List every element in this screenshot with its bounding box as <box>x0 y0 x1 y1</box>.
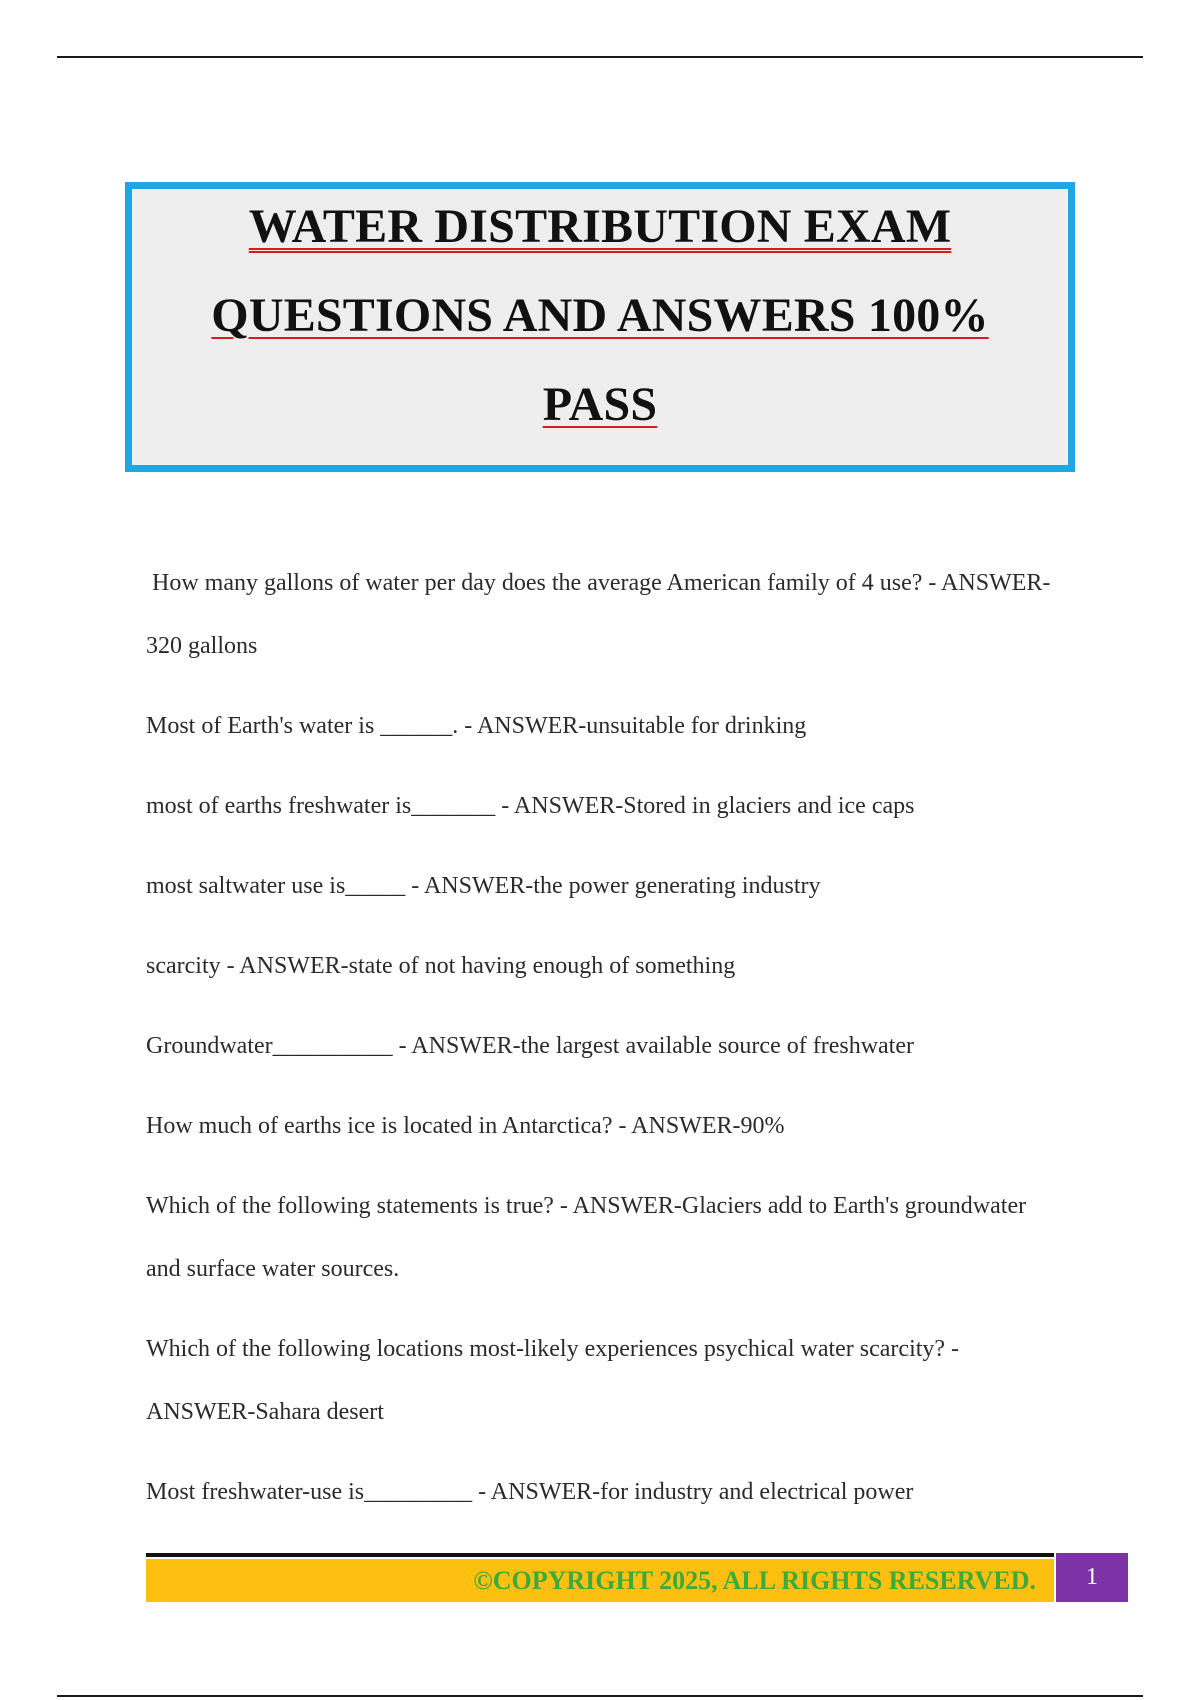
top-rule <box>57 56 1143 58</box>
qa-list <box>146 552 1066 1541</box>
qa-item-7: How much of earths ice is located in Antarctica? - ANSWER-90% <box>146 1113 785 1139</box>
page-number: 1 <box>1056 1553 1128 1602</box>
qa-item-2: Most of Earth's water is ______. - ANSWER-unsuitable for drinking <box>146 713 807 739</box>
footer-bar <box>146 1559 1054 1602</box>
title-box <box>125 182 1075 472</box>
qa-item-8: Which of the following statements is true? - ANSWER-Glaciers add to Earth's groundwater and surface water sources. <box>146 1193 1027 1282</box>
title-line-3: PASS <box>542 378 658 431</box>
title-line-1: WATER DISTRIBUTION EXAM <box>248 200 952 253</box>
qa-item-10: Most freshwater-use is_________ - ANSWER-for industry and electrical power <box>146 1479 914 1505</box>
qa-item-4: most saltwater use is_____ - ANSWER-the power generating industry <box>146 873 821 899</box>
qa-item-3: most of earths freshwater is_______ - ANSWER-Stored in glaciers and ice caps <box>146 793 915 819</box>
bottom-rule <box>57 1695 1143 1697</box>
title-line-2: QUESTIONS AND ANSWERS 100% <box>211 289 989 342</box>
copyright-text: ©COPYRIGHT 2025, ALL RIGHTS RESERVED. <box>473 1566 1036 1595</box>
qa-item-1: How many gallons of water per day does the average American family of 4 use? - ANSWER-320 gallons <box>146 570 1051 659</box>
footer-rule <box>146 1553 1054 1557</box>
qa-item-9: Which of the following locations most-likely experiences psychical water scarcity? - ANSWER-Sahara desert <box>146 1336 960 1425</box>
qa-item-5: scarcity - ANSWER-state of not having enough of something <box>146 953 736 979</box>
qa-item-6: Groundwater__________ - ANSWER-the largest available source of freshwater <box>146 1033 914 1059</box>
